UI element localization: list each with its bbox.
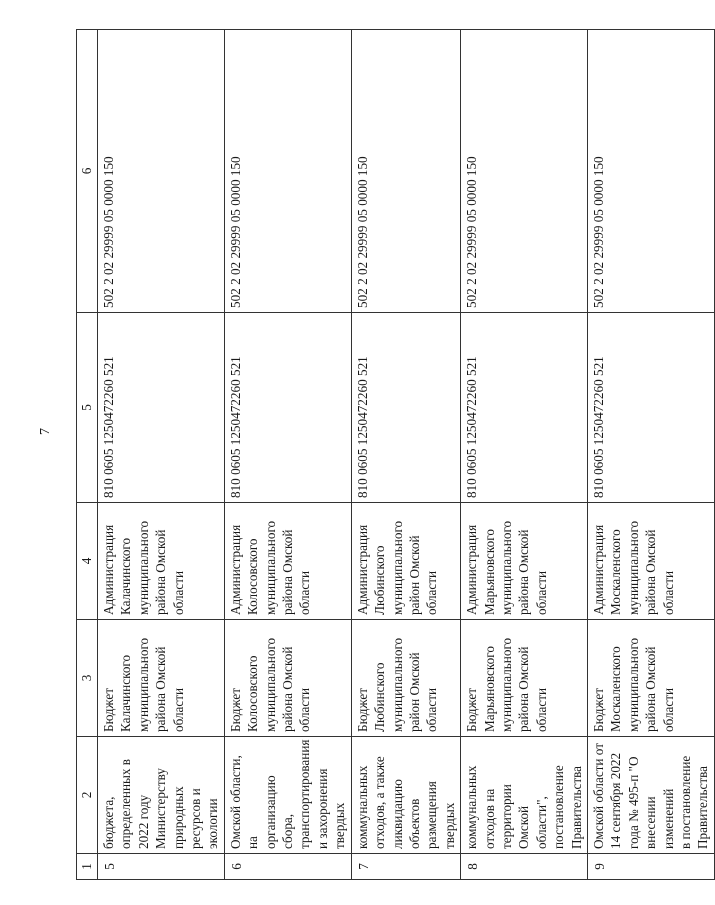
table-row <box>461 30 588 880</box>
revenue-code-cell: 502 2 02 29999 05 0000 150 <box>224 30 351 313</box>
row-number: 5 <box>98 854 225 880</box>
column-number-2: 2 <box>77 737 98 854</box>
budget-cell: Бюджет Москаленского муниципального района Омской области <box>587 620 714 737</box>
administrator-cell: Администрация Колосовского муниципального района Омской области <box>224 503 351 620</box>
revenue-code-cell: 502 2 02 29999 05 0000 150 <box>351 30 460 313</box>
basis-cell: Омской области, на организацию сбора, транспортирования и захоронения твердых <box>224 737 351 854</box>
row-number: 6 <box>224 854 351 880</box>
expense-code-cell: 810 0605 1250472260 521 <box>98 313 225 503</box>
column-number-5: 5 <box>77 313 98 503</box>
revenue-code-cell: 502 2 02 29999 05 0000 150 <box>461 30 588 313</box>
page-number: 7 <box>38 428 53 435</box>
row-number: 7 <box>351 854 460 880</box>
expense-code-cell: 810 0605 1250472260 521 <box>224 313 351 503</box>
administrator-cell: Администрация Марьяновского муниципального района Омской области <box>461 503 588 620</box>
basis-cell: коммунальных отходов, а также ликвидацию объектов размещения твердых <box>351 737 460 854</box>
row-number: 9 <box>587 854 714 880</box>
table-row <box>351 30 460 880</box>
administrator-cell: Администрация Москаленского муниципального района Омской области <box>587 503 714 620</box>
revenue-code-cell: 502 2 02 29999 05 0000 150 <box>98 30 225 313</box>
table-row <box>98 30 225 880</box>
administrator-cell: Администрация Любинского муниципального район Омской области <box>351 503 460 620</box>
table-row <box>224 30 351 880</box>
administrator-cell: Администрация Калачинского муниципального района Омской области <box>98 503 225 620</box>
expense-code-cell: 810 0605 1250472260 521 <box>461 313 588 503</box>
budget-cell: Бюджет Колосовского муниципального района Омской области <box>224 620 351 737</box>
column-number-4: 4 <box>77 503 98 620</box>
basis-cell: Омской области от 14 сентября 2022 года № 495-п "О внесении изменений в постановление Правительства <box>587 737 714 854</box>
basis-cell: бюджета, определенных в 2022 году Министерству природных ресурсов и экологии <box>98 737 225 854</box>
row-number: 8 <box>461 854 588 880</box>
budget-cell: Бюджет Калачинского муниципального района Омской области <box>98 620 225 737</box>
expense-code-cell: 810 0605 1250472260 521 <box>351 313 460 503</box>
distribution-table-container <box>76 30 711 880</box>
revenue-code-cell: 502 2 02 29999 05 0000 150 <box>587 30 714 313</box>
budget-cell: Бюджет Марьяновского муниципального района Омской области <box>461 620 588 737</box>
distribution-table <box>76 29 715 880</box>
budget-cell: Бюджет Любинского муниципального район Омской области <box>351 620 460 737</box>
table-header-row <box>77 30 98 880</box>
column-number-3: 3 <box>77 620 98 737</box>
expense-code-cell: 810 0605 1250472260 521 <box>587 313 714 503</box>
column-number-6: 6 <box>77 30 98 313</box>
table-row <box>587 30 714 880</box>
basis-cell: коммунальных отходов на территории Омской области", постановление Правительства <box>461 737 588 854</box>
column-number-1: 1 <box>77 854 98 880</box>
